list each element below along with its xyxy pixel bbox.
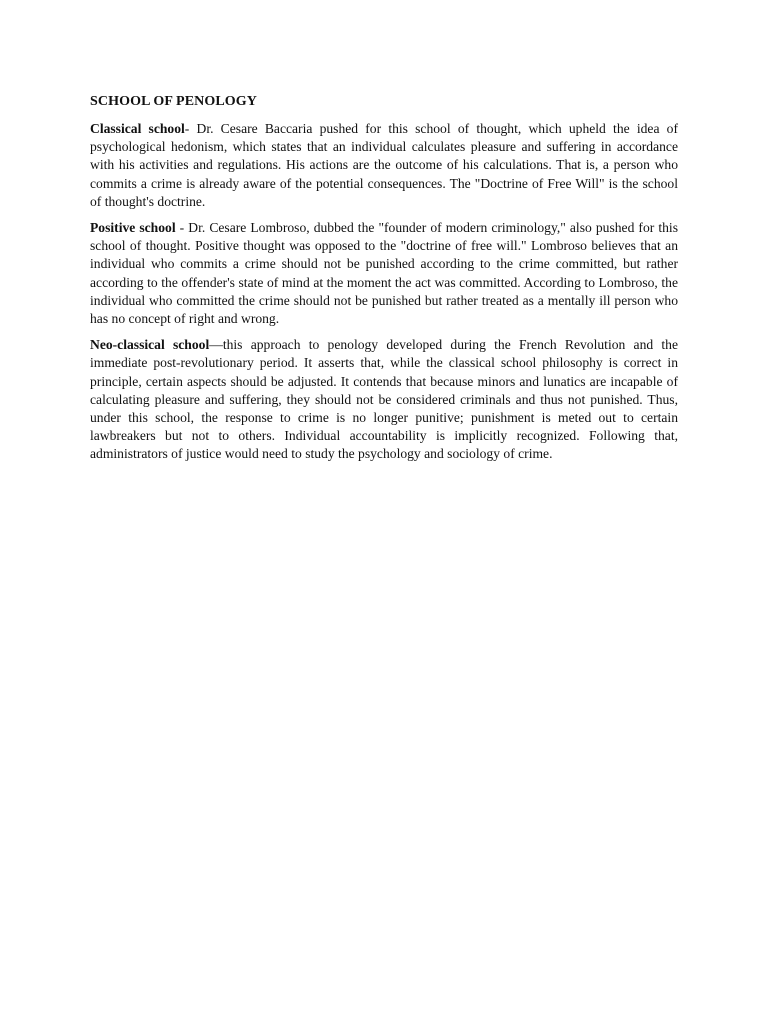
paragraph-positive-school [90,219,678,328]
paragraph-text: - Dr. Cesare Baccaria pushed for this school of thought, which upheld the idea of psychological hedonism, which states that an individual calculates pleasure and suffering in accordance with his activities and regulations. His actions are the outcome of his calculations. That is, a person who commits a crime is already aware of the potential consequences. The "Doctrine of Free Will" is the school of thought's doctrine. [90,121,678,209]
paragraph-term: Neo-classical school [90,337,210,353]
paragraph-classical-school [90,120,678,211]
document-title: SCHOOL OF PENOLOGY [90,94,257,109]
paragraph-text: —this approach to penology developed during the French Revolution and the immediate post-revolutionary period. It asserts that, while the classical school philosophy is correct in principle, certain aspects should be adjusted. It contends that because minors and lunatics are incapable of calculating pleasure and suffering, they should not be considered criminals and thus not punished. Thus, under this school, the response to crime is no longer punitive; punishment is meted out to certain lawbreakers but not to others. Individual accountability is implicitly recognized. Following that, administrators of justice would need to study the psychology and sociology of crime. [90,337,679,462]
paragraph-neo-classical-school [90,336,678,463]
paragraph-term: Positive school [90,220,176,236]
paragraph-text: - Dr. Cesare Lombroso, dubbed the "founder of modern criminology," also pushed for this school of thought. Positive thought was opposed to the "doctrine of free will." Lombroso believes that an individual who commits a crime should not be punished according to the crime committed, but rather according to the offender's state of mind at the moment the act was committed. According to Lombroso, the individual who committed the crime should not be punished but rather treated as a mentally ill person who has no concept of right and wrong. [90,220,678,327]
document-body [90,93,678,472]
paragraph-term: Classical school [90,121,185,136]
